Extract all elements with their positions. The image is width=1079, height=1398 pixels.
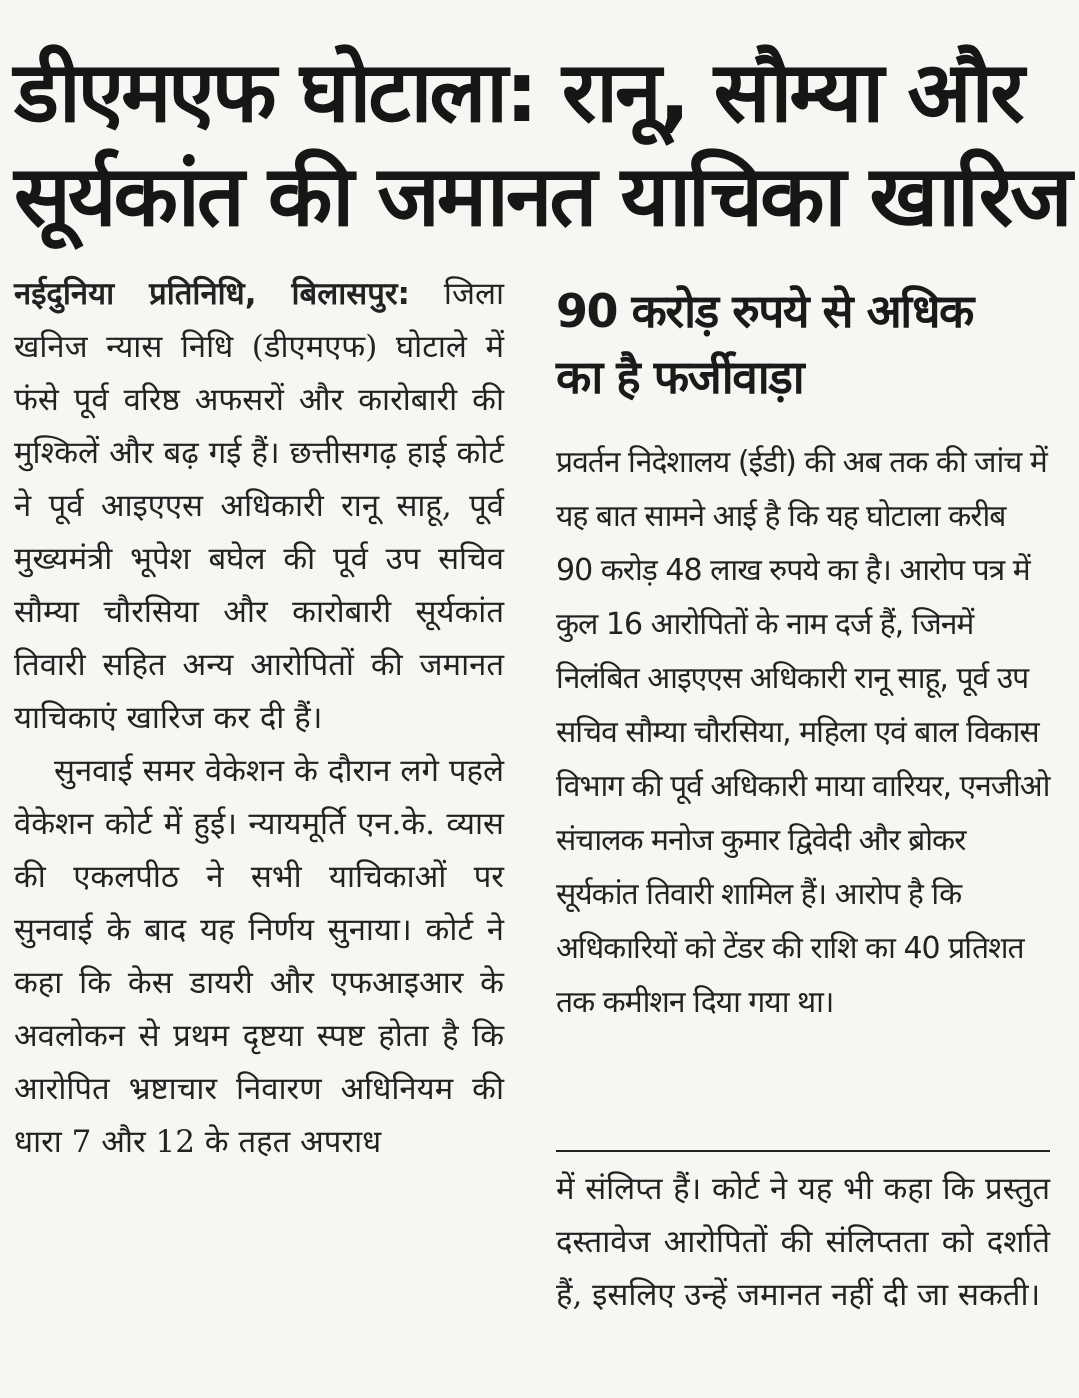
headline-line-1: डीएमएफ घोटाला: रानू, सौम्या और [14, 43, 1022, 141]
dateline: नईदुनिया प्रतिनिधि, बिलासपुर: [14, 276, 410, 312]
article-continuation-paragraph: में संलिप्त हैं। कोर्ट ने यह भी कहा कि प्रस्तुत दस्तावेज आरोपितों की संलिप्तता को दर्शाते हैं, इसलिए उन्हें जमानत नहीं दी जा सकती। [556, 1171, 1050, 1313]
article-left-column [14, 268, 504, 1169]
box-paragraph: प्रवर्तन निदेशालय (ईडी) की अब तक की जांच में यह बात सामने आई है कि यह घोटाला करीब 90 करोड़ 48 लाख रुपये का है। आरोप पत्र में कुल 16 आरोपितों के नाम दर्ज हैं, जिनमें निलंबित आइएएस अधिकारी रानू साहू, पूर्व उप सचिव सौम्या चौरसिया, महिला एवं बाल विकास विभाग की पूर्व अधिकारी माया वारियर, एनजीओ संचालक मनोज कुमार द्विवेदी और ब्रोकर सूर्यकांत तिवारी शामिल हैं। आरोप है कि अधिकारियों को टेंडर की राशि का 40 प्रतिशत तक कमीशन दिया गया था। [556, 445, 1050, 1020]
box-subhead-line-1: 90 करोड़ रुपये से अधिक [556, 284, 973, 338]
article-paragraph-1-text: जिला खनिज न्यास निधि (डीएमएफ) घोटाले में फंसे पूर्व वरिष्ठ अफसरों और कारोबारी की मुश्किलें और बढ़ गई हैं। छत्तीसगढ़ हाई कोर्ट ने पूर्व आइएएस अधिकारी रानू साहू, पूर्व मुख्यमंत्री भूपेश बघेल की पूर्व उप सचिव सौम्या चौरसिया और कारोबारी सूर्यकांत तिवारी सहित अन्य आरोपितों की जमानत याचिकाएं खारिज कर दी हैं। [14, 276, 504, 736]
article-paragraph-2: सुनवाई समर वेकेशन के दौरान लगे पहले वेकेशन कोर्ट में हुई। न्यायमूर्ति एन.के. व्यास की एकलपीठ ने सभी याचिकाओं पर सुनवाई के बाद यह निर्णय सुनाया। कोर्ट ने कहा कि केस डायरी और एफआइआर के अवलोकन से प्रथम दृष्टया स्पष्ट होता है कि आरोपित भ्रष्टाचार निवारण अधिनियम की धारा 7 और 12 के तहत अपराध [14, 753, 504, 1160]
headline [14, 40, 1070, 248]
headline-line-2: सूर्यकांत की जमानत याचिका खारिज [14, 147, 1070, 245]
article-continuation [556, 1163, 1050, 1322]
sidebar-box [556, 278, 1050, 1030]
box-subhead-line-2: का है फर्जीवाड़ा [556, 350, 804, 404]
column-divider [556, 1150, 1050, 1152]
article-paragraph-1 [14, 268, 504, 745]
box-body [556, 436, 1050, 1030]
